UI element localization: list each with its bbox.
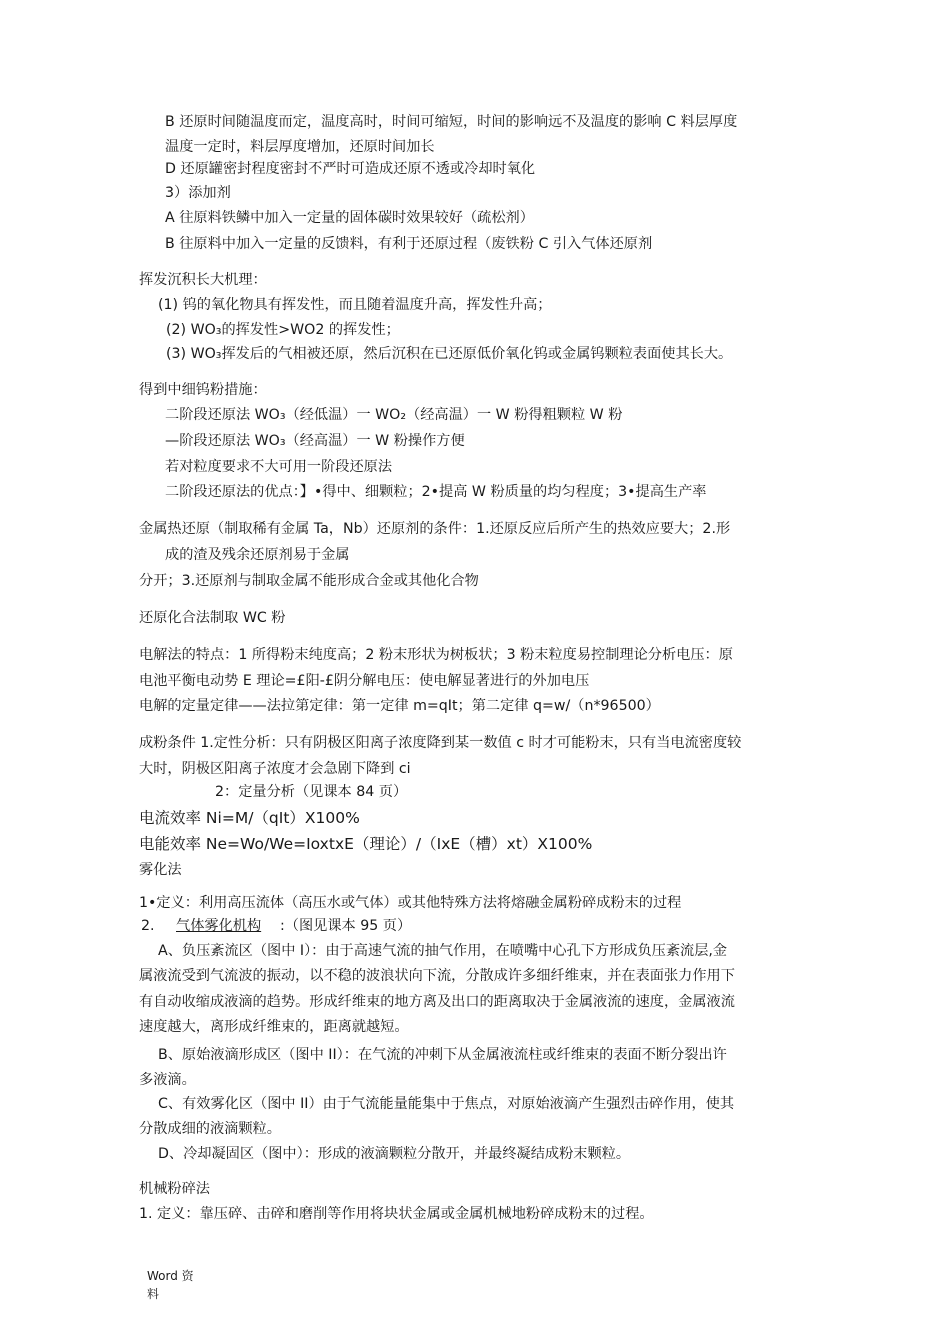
text-line: (2) WO₃的挥发性>WO2 的挥发性； — [166, 322, 400, 338]
text-line: 大时，阴极区阳离子浓度才会急剧下降到 ci — [139, 761, 411, 777]
footer-line-2: 料 — [147, 1287, 160, 1301]
text-line: B 还原时间随温度而定，温度高时，时间可缩短，时间的影响远不及温度的影响 C 料层厚度 — [165, 114, 738, 130]
text-line: 得到中细钨粉措施： — [139, 382, 267, 398]
text-line: 雾化法 — [139, 862, 182, 878]
text-line: 1. 定义：靠压碎、击碎和磨削等作用将块状金属或金属机械地粉碎成粉末的过程。 — [139, 1206, 654, 1222]
text-line: 有自动收缩成液滴的趋势。形成纤维束的地方离及出口的距离取决于金属液流的速度，金属液流 — [139, 994, 735, 1010]
text-line: 分开；3.还原剂与制取金属不能形成合金或其他化合物 — [139, 573, 479, 589]
text-line: A 往原料铁鳞中加入一定量的固体碳时效果较好（疏松剂） — [165, 210, 534, 226]
text-line: 二阶段还原法的优点：】•得中、细颗粒；2•提高 W 粉质量的均匀程度；3•提高生产率 — [165, 484, 707, 500]
text-line: 还原化合法制取 WC 粉 — [139, 610, 286, 626]
text-line: 气体雾化机构 — [176, 918, 262, 934]
text-line: :（图见课本 95 页） — [280, 918, 412, 934]
text-line: 机械粉碎法 — [139, 1181, 210, 1197]
text-line: 挥发沉积长大机理： — [139, 272, 267, 288]
text-line: 2：定量分析（见课本 84 页） — [215, 784, 408, 800]
text-line: 二阶段还原法 WO₃（经低温）一 WO₂（经高温）一 W 粉得粗颗粒 W 粉 — [165, 407, 623, 423]
text-line: 属液流受到气流波的振动，以不稳的波浪状向下流，分散成许多细纤维束，并在表面张力作用下 — [139, 968, 735, 984]
text-line: A、负压紊流区（图中 I）：由于高速气流的抽气作用，在喷嘴中心孔下方形成负压紊流层,金 — [158, 943, 728, 959]
text-line: 电能效率 Ne=Wo/We=IoxtxE（理论）/（IxE（槽）xt）X100% — [139, 835, 593, 853]
text-line: (1) 钨的氧化物具有挥发性，而且随着温度升高，挥发性升高； — [158, 297, 552, 313]
text-line: 电解法的特点：1 所得粉末纯度高；2 粉末形状为树板状；3 粉末粒度易控制理论分析电压：原 — [139, 647, 733, 663]
text-line: 成粉条件 1.定性分析：只有阴极区阳离子浓度降到某一数值 c 时才可能粉末，只有当电流密度较 — [139, 735, 742, 751]
footer-line-1: Word 资 — [147, 1269, 194, 1283]
text-line: B 往原料中加入一定量的反馈料，有利于还原过程（废铁粉 C 引入气体还原剂 — [165, 236, 653, 252]
text-line: 3）添加剂 — [165, 185, 231, 201]
text-line: 2. — [141, 918, 155, 934]
text-line: D、冷却凝固区（图中）：形成的液滴颗粒分散开，并最终凝结成粉末颗粒。 — [158, 1146, 631, 1162]
text-line: —阶段还原法 WO₃（经高温）一 W 粉操作方便 — [165, 433, 465, 449]
text-line: (3) WO₃挥发后的气相被还原，然后沉积在已还原低价氧化钨或金属钨颗粒表面使其长大。 — [166, 346, 733, 362]
text-line: 速度越大，离形成纤维束的，距离就越短。 — [139, 1019, 409, 1035]
text-line: 电流效率 Ni=M/（qIt）X100% — [139, 809, 360, 827]
text-line: 1•定义：利用高压流体（高压水或气体）或其他特殊方法将熔融金属粉碎成粉末的过程 — [139, 895, 682, 911]
text-line: 电解的定量定律——法拉第定律：第一定律 m=qIt；第二定律 q=w/（n*96500） — [139, 698, 660, 714]
text-line: B、原始液滴形成区（图中 II）：在气流的冲刺下从金属液流柱或纤维束的表面不断分裂出许 — [158, 1047, 727, 1063]
text-line: 多液滴。 — [139, 1072, 196, 1088]
text-line: C、有效雾化区（图中 II）由于气流能量能集中于焦点，对原始液滴产生强烈击碎作用，使其 — [158, 1096, 735, 1112]
text-line: 分散成细的液滴颗粒。 — [139, 1121, 281, 1137]
text-line: 电池平衡电动势 E 理论=£阳-£阴分解电压：使电解显著进行的外加电压 — [139, 673, 590, 689]
text-line: 成的渣及残余还原剂易于金属 — [165, 547, 350, 563]
text-line: 若对粒度要求不大可用一阶段还原法 — [165, 459, 393, 475]
text-line: 金属热还原（制取稀有金属 Ta，Nb）还原剂的条件：1.还原反应后所产生的热效应要大；2.形 — [139, 521, 731, 537]
text-line: D 还原罐密封程度密封不严时可造成还原不透或冷却时氧化 — [165, 161, 536, 177]
text-line: 温度一定时，料层厚度增加，还原时间加长 — [165, 139, 435, 155]
